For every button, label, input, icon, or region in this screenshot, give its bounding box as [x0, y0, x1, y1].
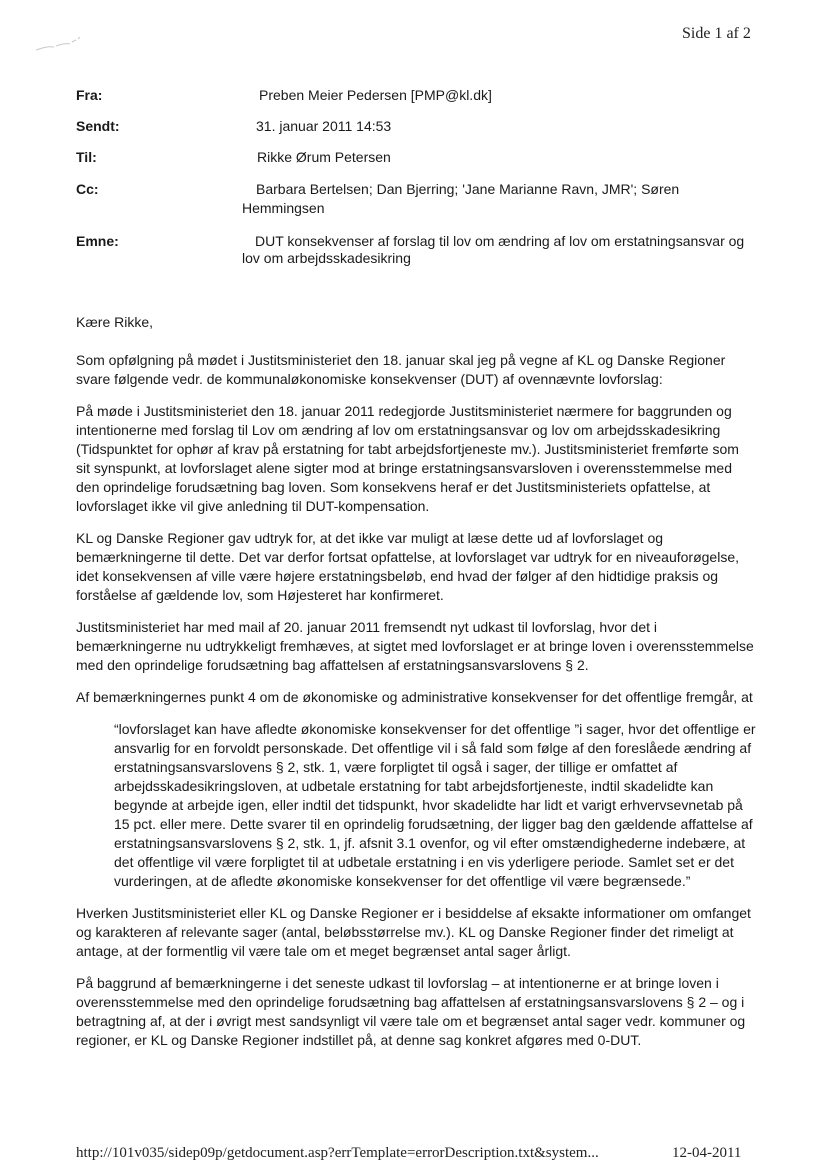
footer-date: 12-04-2011: [672, 1145, 742, 1161]
paragraph-conclusion: På baggrund af bemærkningerne i det seneste udkast til lovforslag – at intentionerne er at bringe loven i overensstemmelse med den oprindelige forudsætning bag affattelsen af erstatningsansvarslovens § 2 – og i betragtning af, at der i øvrigt mest sandsynligt vil være tale om et begrænset antal sager vedr. kommuner og regioner, er KL og Danske Regioner indstillet på, at denne sag konkret afgøres med 0-DUT.: [76, 975, 746, 1048]
paragraph-intro: Som opfølgning på mødet i Justitsministeriet den 18. januar skal jeg på vegne af KL og Danske Regioner svare følgende vedr. de kommunaløkonomiske konsekvenser (DUT) af ovennævnte lovforslag:: [76, 352, 726, 387]
paragraph-remarks-point4: Af bemærkningernes punkt 4 om de økonomiske og administrative konsekvenser for det offentlige fremgår, at: [76, 689, 753, 705]
paragraph-no-data: Hverken Justitsministeriet eller KL og Danske Regioner er i besiddelse af eksakte informationer om omfanget og karakteren af relevante sager (antal, beløbsstørrelse mv.). KL og Danske Regioner finder det rimeligt at antage, at der formentlig vil være tale om et meget begrænset antal sager årligt.: [76, 905, 751, 959]
paragraph-kl-position: KL og Danske Regioner gav udtryk for, at det ikke var muligt at læse dette ud af lovforslaget og bemærkningerne til dette. Det var derfor fortsat opfattelse, at lovforslaget var udtryk for en niveauforøgelse, idet konsekvensen af ville være højere erstatningsbeløb, end hvad der følger af den hidtidige praksis og forståelse af gældende lov, som Højesteret har konfirmeret.: [76, 530, 739, 603]
scan-artifact-mark: [34, 34, 82, 54]
greeting: Kære Rikke,: [76, 314, 154, 330]
paragraph-new-draft: Justitsministeriet har med mail af 20. januar 2011 fremsendt nyt udkast til lovforslag, hvor det i bemærkningerne nu udtrykkeligt fremhæves, at sigtet med lovforslaget er at bringe loven i overensstemmelse med den oprindelige forudsætning bag affattelsen af erstatningsansvarslovens § 2.: [76, 619, 754, 673]
subject-value-line1: DUT konsekvenser af forslag til lov om ændring af lov om erstatningsansvar og: [255, 233, 745, 249]
quoted-remarks: “lovforslaget kan have afledte økonomiske konsekvenser for det offentlige ”i sager, hvor det offentlige er ansvarlig for en forvoldt personskade. Det offentlige vil i så fald som følge af den foreslåede ændring af erstatningsansvarslovens § 2, stk. 1, være forpligtet til også i sager, der tillige er omfattet af arbejdsskadesikringsloven, at udbetale erstatning for tabt arbejdsfortjeneste, indtil skadelidte kan begynde at arbejde igen, eller indtil det tidspunkt, hvor skadelidte har lidt et varigt erhvervsevnetab på 15 pct. eller mere. Dette svarer til en oprindelig forudsætning, der ligger bag den gældende affattelse af erstatningsansvarslovens § 2, stk. 1, jf. afsnit 3.1 ovenfor, og vil efter omstændighederne indebære, at det offentlige vil være forpligtet til at udbetale erstatning i en vis yderligere periode. Samlet set er det vurderingen, at de afledte økonomiske konsekvenser for det offentlige vil være begrænsede.”: [114, 721, 756, 889]
to-value: Rikke Ørum Petersen: [257, 149, 391, 165]
sent-value: 31. januar 2011 14:53: [256, 118, 392, 134]
paragraph-meeting: På møde i Justitsministeriet den 18. januar 2011 redegjorde Justitsministeriet nærmere for baggrunden og intentionerne med forslag til Lov om ændring af lov om erstatningsansvar og lov om arbejdsskadesikring (Tidspunktet for ophør af krav på erstatning for tabt arbejdsfortjeneste mv.). Justitsministeriet fremførte som sit synspunkt, at lovforslaget alene sigter mod at bringe erstatningsansvarsloven i overensstemmelse med den oprindelige forudsætning bag loven. Som konsekvens heraf er det Justitsministeriets opfattelse, at lovforslaget ikke vil give anledning til DUT-kompensation.: [76, 403, 739, 514]
sent-label: Sendt:: [76, 118, 120, 134]
cc-label: Cc:: [76, 181, 99, 197]
from-value: Preben Meier Pedersen [PMP@kl.dk]: [259, 87, 492, 103]
subject-value-line2: lov om arbejdsskadesikring: [242, 250, 411, 266]
subject-label: Emne:: [76, 233, 119, 249]
from-label: Fra:: [76, 87, 103, 103]
letter-body: [76, 313, 756, 1063]
cc-value-line2: Hemmingsen: [242, 200, 325, 216]
page-number: Side 1 af 2: [682, 25, 751, 42]
to-label: Til:: [76, 149, 97, 165]
cc-value-line1: Barbara Bertelsen; Dan Bjerring; 'Jane Marianne Ravn, JMR'; Søren: [256, 181, 680, 197]
footer-url: http://101v035/sidep09p/getdocument.asp?errTemplate=errorDescription.txt&system...: [76, 1145, 599, 1161]
